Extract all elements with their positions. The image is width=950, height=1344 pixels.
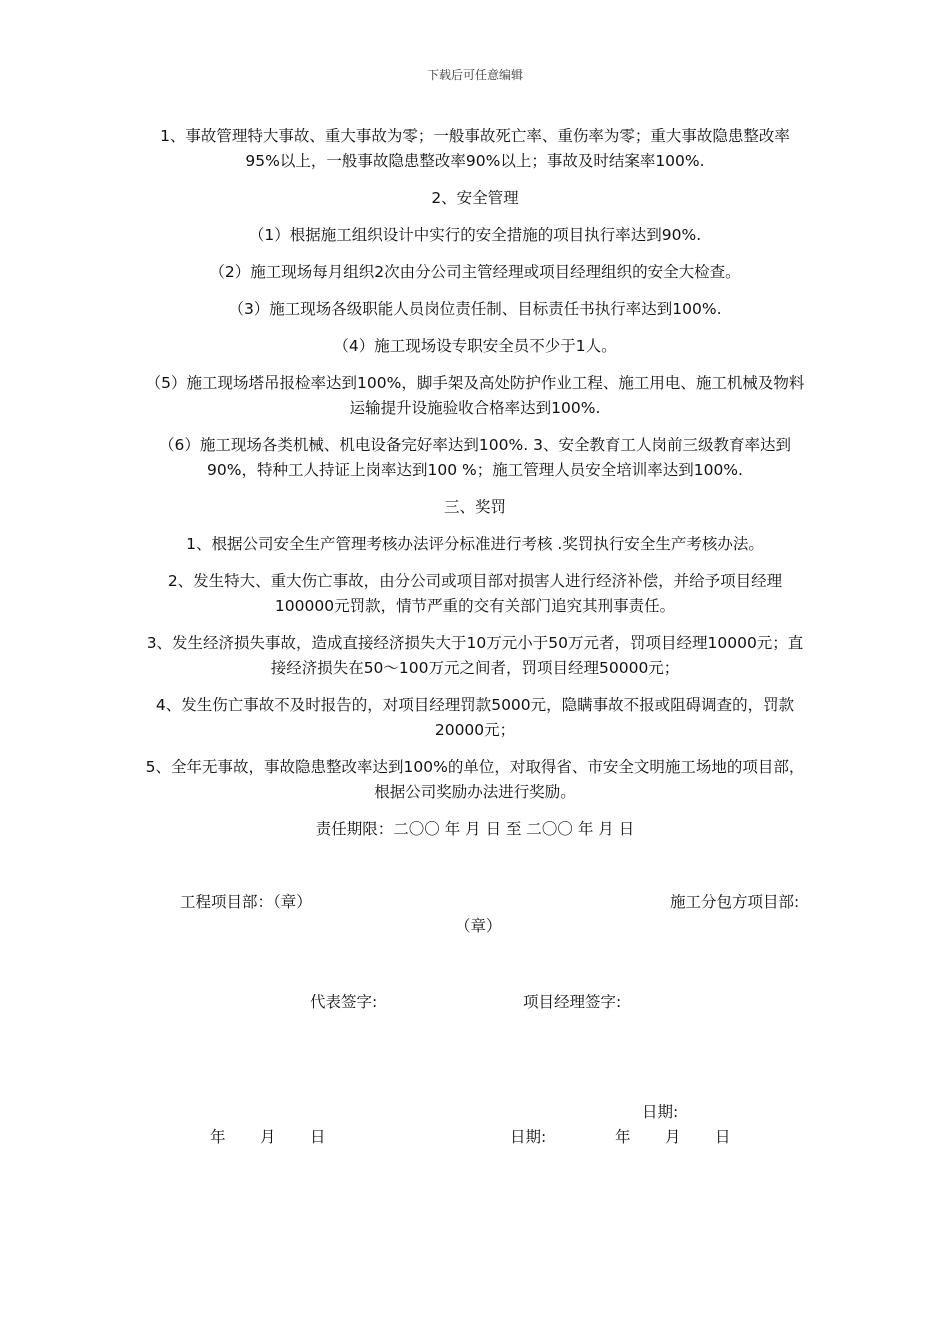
paragraph-item-3: （3）施工现场各级职能人员岗位责任制、目标责任书执行率达到100%.: [228, 300, 722, 318]
paragraph-item-5: （5）施工现场塔吊报检率达到100%，脚手架及高处防护作业工程、施工用电、施工机械及物料运输提升设施验收合格率达到100%.: [145, 374, 805, 417]
paragraph-reward-5: 5、全年无事故，事故隐患整改率达到100%的单位，对取得省、市安全文明施工场地的项目部，根据公司奖励办法进行奖励。: [145, 758, 805, 801]
paragraph-reward-4: 4、发生伤亡事故不及时报告的，对项目经理罚款5000元，隐瞒事故不报或阻碍调查的，罚款20000元；: [155, 696, 795, 739]
paragraph-accident-management: 1、事故管理特大事故、重大事故为零；一般事故死亡率、重伤率为零；重大事故隐患整改率95%以上，一般事故隐患整改率90%以上；事故及时结案率100%.: [160, 127, 790, 170]
responsibility-period: 责任期限：二〇〇 年 月 日 至 二〇〇 年 月 日: [315, 820, 635, 838]
date-label-middle: 日期:: [510, 1128, 547, 1146]
page-header: 下载后可任意编辑: [426, 68, 523, 82]
paragraph-item-6: （6）施工现场各类机械、机电设备完好率达到100%. 3、安全教育工人岗前三级教育率达到90%，特种工人持证上岗率达到100 %；施工管理人员安全培训率达到100%.: [159, 436, 791, 479]
subcontractor-dept-label: 施工分包方项目部:: [670, 893, 800, 911]
paragraph-item-4: （4）施工现场设专职安全员不少于1人。: [333, 337, 617, 355]
paragraph-reward-2: 2、发生特大、重大伤亡事故，由分公司或项目部对损害人进行经济补偿，并给予项目经理100000元罚款，情节严重的交有关部门追究其刑事责任。: [167, 572, 783, 615]
paragraph-item-2: （2）施工现场每月组织2次由分公司主管经理或项目经理组织的安全大检查。: [209, 263, 741, 281]
representative-signature-label: 代表签字:: [310, 993, 378, 1011]
date-left: 年 月 日: [210, 1128, 326, 1146]
date-label-right: 日期:: [642, 1103, 679, 1121]
section-heading-safety-management: 2、安全管理: [431, 189, 519, 207]
section-heading-rewards-penalties: 三、奖罚: [443, 498, 506, 516]
project-dept-seal: 工程项目部：（章）: [180, 893, 312, 911]
seal-mark: （章）: [455, 917, 502, 935]
paragraph-reward-1: 1、根据公司安全生产管理考核办法评分标准进行考核 .奖罚执行安全生产考核办法。: [186, 535, 764, 553]
project-manager-signature-label: 项目经理签字:: [523, 993, 622, 1011]
paragraph-item-1: （1）根据施工组织设计中实行的安全措施的项目执行率达到90%.: [248, 226, 702, 244]
paragraph-reward-3: 3、发生经济损失事故，造成直接经济损失大于10万元小于50万元者，罚项目经理10000元；直接经济损失在50～100万元之间者，罚项目经理50000元；: [146, 634, 804, 677]
document-body: [145, 124, 805, 854]
date-right: 年 月 日: [615, 1128, 731, 1146]
